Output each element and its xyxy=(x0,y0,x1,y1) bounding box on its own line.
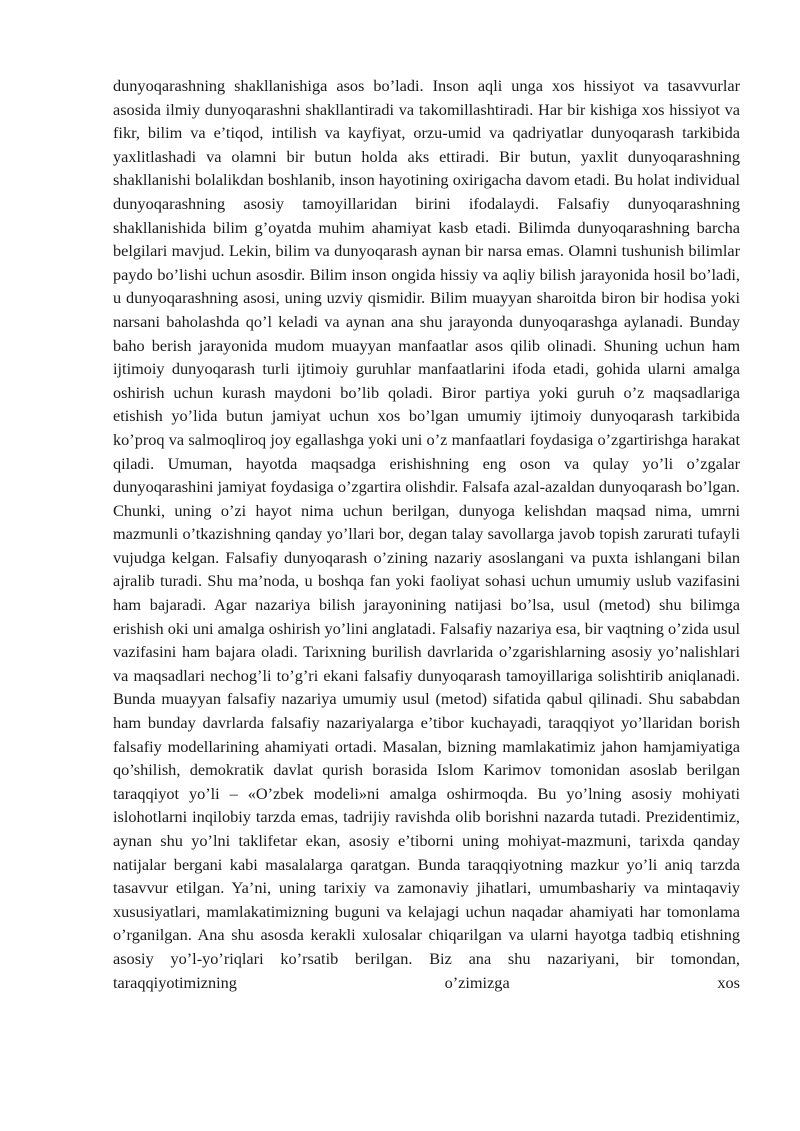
body-paragraph: dunyoqarashning shakllanishiga asos bo’ladi. Inson aqli unga xos hissiyot va tasavvurlar asosida ilmiy dunyoqarashni shakllantiradi va takomillashtiradi. Har bir kishiga xos hissiyot va fikr, bilim va e’tiqod, intilish va kayfiyat, orzu-umid va qadriyatlar dunyoqarash tarkibida yaxlitlashadi va olamni bir butun holda aks ettiradi. Bir butun, yaxlit dunyoqarashning shakllanishi bolalikdan boshlanib, inson hayotining oxirigacha davom etadi. Bu holat individual dunyoqarashning asosiy tamoyillaridan birini ifodalaydi. Falsafiy dunyoqarashning shakllanishida bilim g’oyatda muhim ahamiyat kasb etadi. Bilimda dunyoqarashning barcha belgilari mavjud. Lekin, bilim va dunyoqarash aynan bir narsa emas. Olamni tushunish bilimlar paydo bo’lishi uchun asosdir. Bilim inson ongida hissiy va aqliy bilish jarayonida hosil bo’ladi, u dunyoqarashning asosi, uning uzviy qismidir. Bilim muayyan sharoitda biron bir hodisa yoki narsani baholashda qo’l keladi va aynan ana shu jarayonda dunyoqarashga aylanadi. Bunday baho berish jarayonida mudom muayyan manfaatlar asos qilib olinadi. Shuning uchun ham ijtimoiy dunyoqarash turli ijtimoiy guruhlar manfaatlarini ifoda etadi, gohida ularni amalga oshirish uchun kurash maydoni bo’lib qoladi. Biror partiya yoki guruh o’z maqsadlariga etishish yo’lida butun jamiyat uchun xos bo’lgan umumiy ijtimoiy dunyoqarash tarkibida ko’proq va salmoqliroq joy egallashga yoki uni o’z manfaatlari foydasiga o’zgartirishga harakat qiladi. Umuman, hayotda maqsadga erishishning eng oson va qulay yo’li o’zgalar dunyoqarashini jamiyat foydasiga o’zgartira olishdir. Falsafa azal-azaldan dunyoqarash bo’lgan. Chunki, uning o’zi hayot nima uchun berilgan, dunyoga kelishdan maqsad nima, umrni mazmunli o’tkazishning qanday yo’llari bor, degan talay savollarga javob topish zarurati tufayli vujudga kelgan. Falsafiy dunyoqarash o’zining nazariy asoslangani va puxta ishlangani bilan ajralib turadi. Shu ma’noda, u boshqa fan yoki faoliyat sohasi uchun umumiy uslub vazifasini ham bajaradi. Agar nazariya bilish jarayonining natijasi bo’lsa, usul (metod) shu bilimga erishish oki uni amalga oshirish yo’lini anglatadi. Falsafiy nazariya esa, bir vaqtning o’zida usul vazifasini ham bajara oladi. Tarixning burilish davrlarida o’zgarishlarning asosiy yo’nalishlari va maqsadlari nechog’li to’g’ri ekani falsafiy dunyoqarash tamoyillariga solishtirib aniqlanadi. Bunda muayyan falsafiy nazariya umumiy usul (metod) sifatida qabul qilinadi. Shu sababdan ham bunday davrlarda falsafiy nazariyalarga e’tibor kuchayadi, taraqqiyot yo’llaridan borish falsafiy modellarining ahamiyati ortadi. Masalan, bizning mamlakatimiz jahon hamjamiyatiga qo’shilish, demokratik davlat qurish borasida Islom Karimov tomonidan asoslab berilgan taraqqiyot yo’li – «O’zbek modeli»ni amalga oshirmoqda. Bu yo’lning asosiy mohiyati islohotlarni inqilobiy tarzda emas, tadrijiy ravishda olib borishni nazarda tutadi. Prezidentimiz, aynan shu yo’lni taklifetar ekan, asosiy e’tiborni uning mohiyat-mazmuni, tarixda qanday natijalar bergani kabi masalalarga qaratgan. Bunda taraqqiyotning mazkur yo’li aniq tarzda tasavvur etilgan. Ya’ni, uning tarixiy va zamonaviy jihatlari, umumbashariy va mintaqaviy xususiyatlari, mamlakatimizning buguni va kelajagi uchun naqadar ahamiyati har tomonlama o’rganilgan. Ana shu asosda kerakli xulosalar chiqarilgan va ularni hayotga tadbiq etishning asosiy yo’l-yo’riqlari ko’rsatib berilgan. Biz ana shu nazariyani, bir tomondan, taraqqiyotimizning o’zimizga xos xyxy=(113,76,740,992)
document-page xyxy=(113,74,740,994)
